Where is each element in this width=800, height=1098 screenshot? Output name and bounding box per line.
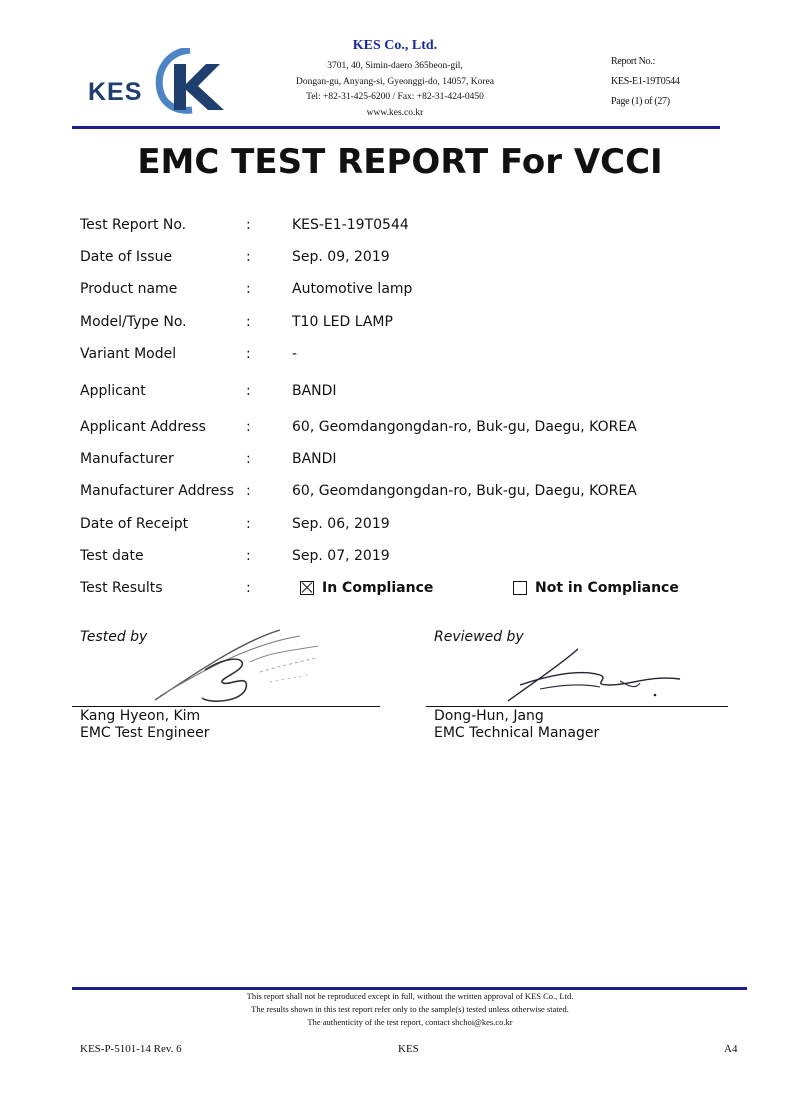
field-colon: : xyxy=(246,483,251,499)
reviewer-signature-line xyxy=(426,706,728,707)
tester-name: Kang Hyeon, Kim xyxy=(80,708,201,724)
field-value: 60, Geomdangongdan-ro, Buk-gu, Daegu, KOREA xyxy=(292,483,637,499)
field-value: Sep. 06, 2019 xyxy=(292,516,390,532)
disclaimer-line-3: The authenticity of the test report, contact shchoi@kes.co.kr xyxy=(307,1017,513,1027)
page-indicator: Page (1) of (27) xyxy=(611,96,670,107)
company-info xyxy=(270,36,520,121)
field-colon: : xyxy=(246,249,251,265)
disclaimer-line-1: This report shall not be reproduced except in full, without the written approval of KES Co., Ltd. xyxy=(246,991,574,1001)
disclaimer-line-2: The results shown in this test report refer only to the sample(s) tested unless otherwise stated. xyxy=(251,1004,569,1014)
not-in-compliance-checkbox[interactable] xyxy=(513,581,527,595)
address-line-1: 3701, 40, Simin-daero 365beon-gil, xyxy=(327,61,463,71)
field-row xyxy=(0,215,800,235)
field-colon: : xyxy=(246,451,251,467)
field-colon: : xyxy=(246,217,251,233)
field-label: Variant Model xyxy=(80,346,177,362)
field-colon: : xyxy=(246,419,251,435)
in-compliance-checkbox[interactable] xyxy=(300,581,314,595)
footer-disclaimer xyxy=(0,990,800,1029)
field-row xyxy=(0,312,800,332)
field-value: BANDI xyxy=(292,383,337,399)
field-value: - xyxy=(292,346,298,362)
field-colon: : xyxy=(246,516,251,532)
reviewer-title: EMC Technical Manager xyxy=(434,725,600,741)
field-row xyxy=(0,381,800,401)
field-row xyxy=(0,247,800,267)
report-header xyxy=(0,0,800,130)
field-row xyxy=(0,279,800,299)
logo-text: KES xyxy=(88,78,143,106)
tester-signature xyxy=(150,622,320,706)
tester-signature-line xyxy=(72,706,380,707)
field-label: Applicant Address xyxy=(80,419,206,435)
field-label: Test Results xyxy=(80,580,163,596)
field-value: KES-E1-19T0544 xyxy=(292,217,409,233)
field-row xyxy=(0,546,800,566)
website: www.kes.co.kr xyxy=(366,107,424,118)
company-name: KES Co., Ltd. xyxy=(352,38,438,53)
field-row xyxy=(0,344,800,364)
field-label: Manufacturer xyxy=(80,451,174,467)
field-label: Date of Receipt xyxy=(80,516,189,532)
field-row xyxy=(0,449,800,469)
field-value: Automotive lamp xyxy=(292,281,413,297)
field-label: Date of Issue xyxy=(80,249,173,265)
field-colon: : xyxy=(246,281,251,297)
in-compliance-label: In Compliance xyxy=(322,580,434,596)
reviewed-by-label: Reviewed by xyxy=(434,629,524,645)
field-colon: : xyxy=(246,346,251,362)
tester-title: EMC Test Engineer xyxy=(80,725,210,741)
contact-line: Tel: +82-31-425-6200 / Fax: +82-31-424-0450 xyxy=(306,92,484,102)
not-in-compliance-label: Not in Compliance xyxy=(535,580,679,596)
reviewer-name: Dong-Hun, Jang xyxy=(434,708,544,724)
address-line-2: Dongan-gu, Anyang-si, Gyeonggi-do, 14057, Korea xyxy=(296,76,494,87)
kes-logo xyxy=(88,48,228,114)
field-colon: : xyxy=(246,314,251,330)
reviewer-signature xyxy=(500,645,690,705)
field-label: Manufacturer Address xyxy=(80,483,234,499)
field-value: 60, Geomdangongdan-ro, Buk-gu, Daegu, KOREA xyxy=(292,419,637,435)
field-value: BANDI xyxy=(292,451,337,467)
field-colon: : xyxy=(246,580,251,596)
field-value: T10 LED LAMP xyxy=(292,314,393,330)
report-number-block xyxy=(611,52,680,112)
form-number: KES-P-5101-14 Rev. 6 xyxy=(80,1043,182,1055)
field-label: Model/Type No. xyxy=(80,314,187,330)
field-label: Product name xyxy=(80,281,178,297)
field-colon: : xyxy=(246,548,251,564)
field-value: Sep. 09, 2019 xyxy=(292,249,390,265)
field-value: Sep. 07, 2019 xyxy=(292,548,390,564)
field-label: Test date xyxy=(80,548,144,564)
report-no-label: Report No.: xyxy=(611,56,655,67)
tested-by-label: Tested by xyxy=(80,629,148,645)
field-row xyxy=(0,514,800,534)
report-title: EMC TEST REPORT For VCCI xyxy=(137,142,663,182)
field-label: Applicant xyxy=(80,383,146,399)
header-divider xyxy=(72,126,720,129)
field-label: Test Report No. xyxy=(80,217,187,233)
logo-k-emblem xyxy=(150,48,230,114)
paper-size: A4 xyxy=(724,1043,738,1055)
report-no: KES-E1-19T0544 xyxy=(611,76,680,87)
field-row xyxy=(0,417,800,437)
field-row xyxy=(0,481,800,501)
field-colon: : xyxy=(246,383,251,399)
footer-center-text: KES xyxy=(398,1043,419,1055)
